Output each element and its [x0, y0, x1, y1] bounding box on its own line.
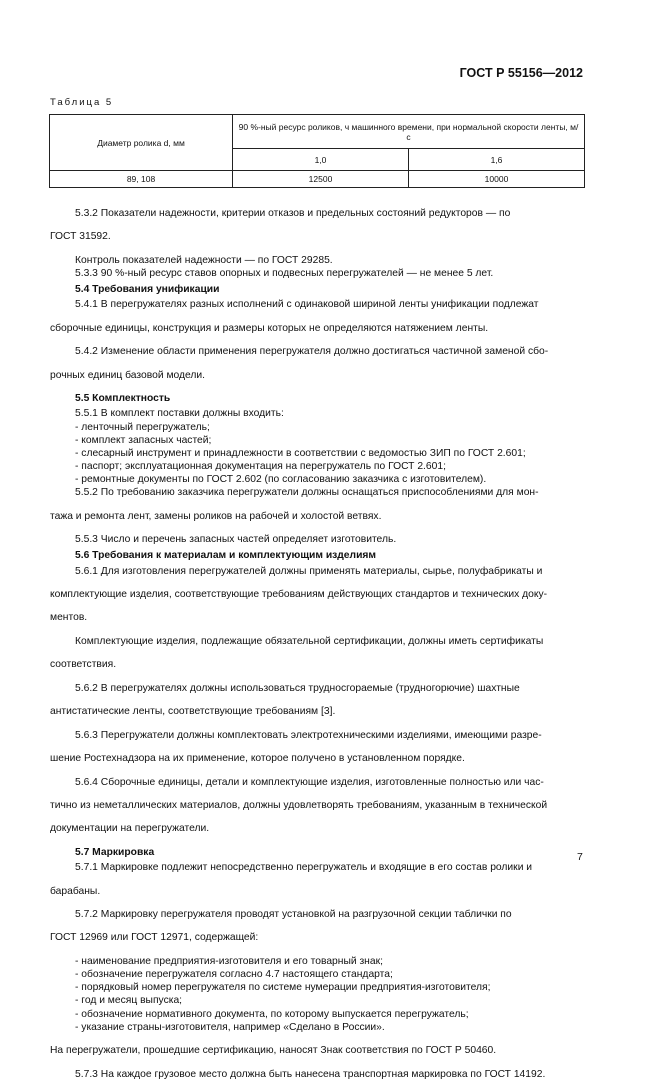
list-item: - паспорт; эксплуатационная документация на перегружатель по ГОСТ 2.601; [75, 460, 446, 472]
paragraph-5-3-3: 5.3.3 90 %-ный ресурс ставов опорных и подвесных перегружателей — не менее 5 лет. [75, 268, 494, 280]
page-number: 7 [577, 851, 583, 863]
paragraph-5-6-4-cont: документации на перегружатели. [50, 823, 210, 835]
document-body [50, 207, 585, 1081]
paragraph-5-5-2-cont: тажа и ремонта лент, замены роликов на рабочей и холостой ветвях. [50, 510, 382, 522]
paragraph-5-4-2-cont: рочных единиц базовой модели. [50, 369, 206, 381]
cell-resource-1: 12500 [233, 171, 409, 188]
paragraph-5-7-1-cont: барабаны. [50, 885, 101, 897]
paragraph-5-7-2-cert: На перегружатели, прошедшие сертификацию, наносят Знак соответствия по ГОСТ Р 50460. [50, 1045, 497, 1057]
list-item: - ленточный перегружатель; [75, 421, 210, 433]
col-diameter-header: Диаметр ролика d, мм [50, 115, 233, 171]
section-title-5-7: 5.7 Маркировка [75, 846, 155, 858]
paragraph-5-6-2: 5.6.2 В перегружателях должны использоваться трудносгораемые (трудногорючие) шахтные [75, 682, 520, 694]
paragraph-5-6-4: 5.6.4 Сборочные единицы, детали и комплектующие изделия, изготовленные полностью или час- [75, 776, 544, 788]
paragraph-5-3-2: 5.3.2 Показатели надежности, критерии отказов и предельных состояний редукторов — по [75, 208, 511, 219]
list-item: - обозначение перегружателя согласно 4.7 настоящего стандарта; [75, 969, 393, 981]
paragraph-5-5-1: 5.5.1 В комплект поставки должны входить: [75, 408, 284, 420]
paragraph-5-5-2: 5.5.2 По требованию заказчика перегружатели должны оснащаться приспособлениями для мон- [75, 487, 539, 499]
list-item: - порядковый номер перегружателя по системе нумерации предприятия-изготовителя; [75, 982, 491, 994]
paragraph-5-6-1-cont: ментов. [50, 612, 88, 624]
list-item: - наименование предприятия-изготовителя и его товарный знак; [75, 955, 383, 967]
paragraph-5-6-3-cont: шение Ростехнадзора на их применение, которое получено в установленном порядке. [50, 753, 465, 765]
list-item: - комплект запасных частей; [75, 434, 212, 446]
list-item: - год и месяц выпуска; [75, 995, 183, 1007]
section-title-5-5: 5.5 Комплектность [75, 393, 171, 405]
section-title-5-4: 5.4 Требования унификации [75, 284, 220, 296]
paragraph-5-5-3: 5.5.3 Число и перечень запасных частей определяет изготовитель. [75, 534, 397, 546]
cell-diameter: 89, 108 [50, 171, 233, 188]
list-item: - слесарный инструмент и принадлежности в соответствии с ведомостью ЗИП по ГОСТ 2.601; [75, 447, 526, 459]
paragraph-5-6-1-cont: комплектующие изделия, соответствующие требованиям действующих стандартов и технических доку- [50, 588, 548, 600]
paragraph-5-4-2: 5.4.2 Изменение области применения перегружателя должно достигаться частичной заменой сбо- [75, 346, 549, 358]
paragraph-5-7-2: 5.7.2 Маркировку перегружателя проводят установкой на разгрузочной секции таблички по [75, 909, 512, 920]
paragraph-5-6-1-cert-cont: соответствия. [50, 659, 117, 671]
paragraph-5-6-3: 5.6.3 Перегружатели должны комплектовать электротехническими изделиями, имеющими разре- [75, 729, 542, 741]
paragraph-5-3-2-cont: ГОСТ 31592. [50, 231, 111, 243]
paragraph-5-4-1-cont: сборочные единицы, конструкция и размеры которых не определяются натяжением ленты. [50, 322, 489, 334]
paragraph-5-6-1: 5.6.1 Для изготовления перегружателей должны применять материалы, сырье, полуфабрикаты и [75, 565, 543, 577]
cell-resource-2: 10000 [409, 171, 585, 188]
resource-table [49, 114, 585, 188]
paragraph-5-7-3: 5.7.3 На каждое грузовое место должна быть нанесена транспортная маркировка по ГОСТ 14192. [75, 1068, 546, 1080]
table-row [50, 171, 585, 188]
speed-header-1: 1,0 [233, 149, 409, 171]
paragraph-5-3-2-control: Контроль показателей надежности — по ГОСТ 29285. [75, 254, 333, 266]
speed-header-2: 1,6 [409, 149, 585, 171]
section-title-5-6: 5.6 Требования к материалам и комплектующим изделиям [75, 550, 377, 562]
paragraph-5-6-1-cert: Комплектующие изделия, подлежащие обязательной сертификации, должны иметь сертификаты [75, 635, 544, 647]
paragraph-5-7-1: 5.7.1 Маркировке подлежит непосредственно перегружатель и входящие в его состав ролики и [75, 862, 533, 874]
list-item: - ремонтные документы по ГОСТ 2.602 (по согласованию заказчика с изготовителем). [75, 474, 487, 486]
col-resource-header: 90 %-ный ресурс роликов, ч машинного времени, при нормальной скорости ленты, м/с [233, 115, 585, 149]
paragraph-5-7-2-cont: ГОСТ 12969 или ГОСТ 12971, содержащей: [50, 932, 259, 944]
paragraph-5-4-1: 5.4.1 В перегружателях разных исполнений с одинаковой шириной ленты унификации подлежат [75, 299, 539, 311]
list-item: - обозначение нормативного документа, по которому выпускается перегружатель; [75, 1008, 469, 1020]
paragraph-5-6-4-cont: тично из неметаллических материалов, должны удовлетворять требованиям, указанным в технической [50, 800, 548, 812]
list-item: - указание страны-изготовителя, например «Сделано в России». [75, 1021, 385, 1033]
table-caption: Таблица 5 [50, 97, 114, 108]
paragraph-5-6-2-cont: антистатические ленты, соответствующие требованиям [3]. [50, 706, 336, 718]
document-code: ГОСТ Р 55156—2012 [459, 66, 583, 80]
